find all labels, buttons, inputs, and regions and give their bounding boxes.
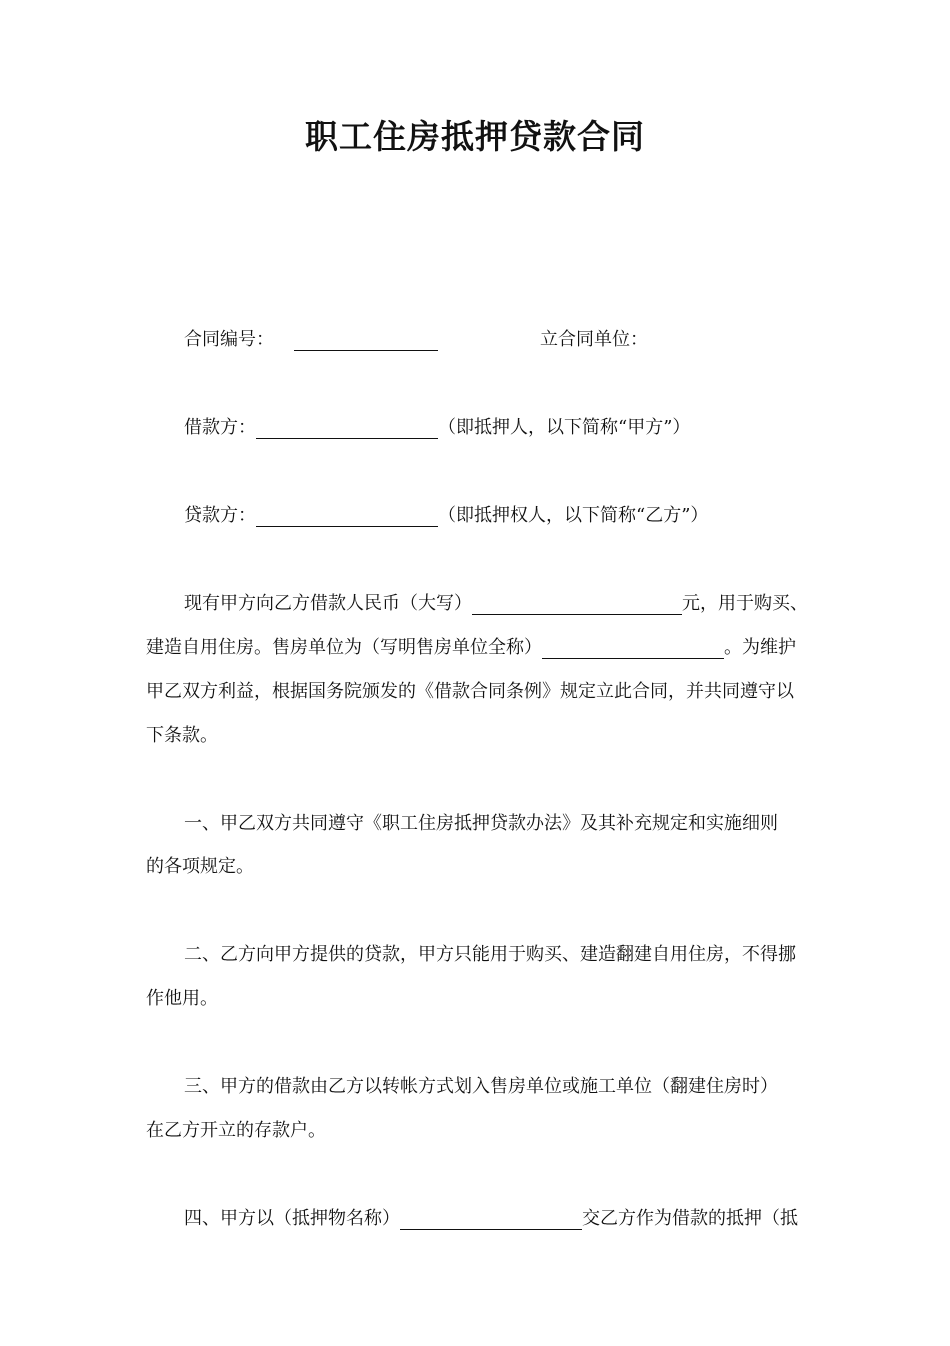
intro-line-1: [184, 582, 806, 626]
borrower-row: [184, 406, 690, 450]
contract-number-row: [184, 318, 438, 362]
contract-number-blank[interactable]: [294, 328, 438, 351]
collateral-name-blank[interactable]: [400, 1207, 582, 1230]
intro-text: 建造自用住房。售房单位为（写明售房单位全称）: [146, 637, 542, 658]
intro-line-3: 甲乙双方利益，根据国务院颁发的《借款合同条例》规定立此合同，并共同遵守以: [146, 681, 794, 702]
document-title: 职工住房抵押贷款合同: [305, 117, 645, 156]
clause-4-text: 交乙方作为借款的抵押（抵: [582, 1208, 798, 1229]
lender-label: 贷款方：: [184, 505, 256, 526]
intro-text: 。为维护: [724, 637, 796, 658]
borrower-note: （即抵押人，以下简称“甲方”）: [438, 417, 691, 438]
clause-4-line-1: [184, 1197, 806, 1241]
clause-4-text: 四、甲方以（抵押物名称）: [184, 1208, 400, 1229]
intro-text: 现有甲方向乙方借款人民币（大写）: [184, 593, 472, 614]
clause-3-line-2: 在乙方开立的存款户。: [146, 1120, 326, 1141]
contract-unit-row: [540, 318, 648, 362]
intro-line-2: [146, 626, 806, 670]
lender-note: （即抵押权人，以下简称“乙方”）: [438, 505, 709, 526]
lender-row: [184, 494, 708, 538]
contract-unit-label: 立合同单位：: [540, 329, 648, 350]
clause-2-line-2: 作他用。: [146, 988, 218, 1009]
clause-1-line-1: 一、甲乙双方共同遵守《职工住房抵押贷款办法》及其补充规定和实施细则: [184, 813, 778, 834]
clause-2-line-1: 二、乙方向甲方提供的贷款，甲方只能用于购买、建造翻建自用住房，不得挪: [184, 944, 796, 965]
clause-1-line-2: 的各项规定。: [146, 856, 254, 877]
borrower-label: 借款方：: [184, 417, 256, 438]
clause-3-line-1: 三、甲方的借款由乙方以转帐方式划入售房单位或施工单位（翻建住房时）: [184, 1076, 778, 1097]
contract-number-label: 合同编号：: [184, 329, 274, 350]
seller-name-blank[interactable]: [542, 636, 724, 659]
intro-line-4: 下条款。: [146, 725, 218, 746]
loan-amount-blank[interactable]: [472, 592, 682, 615]
intro-text: 元，用于购买、: [682, 593, 808, 614]
lender-blank[interactable]: [256, 504, 438, 527]
borrower-blank[interactable]: [256, 416, 438, 439]
